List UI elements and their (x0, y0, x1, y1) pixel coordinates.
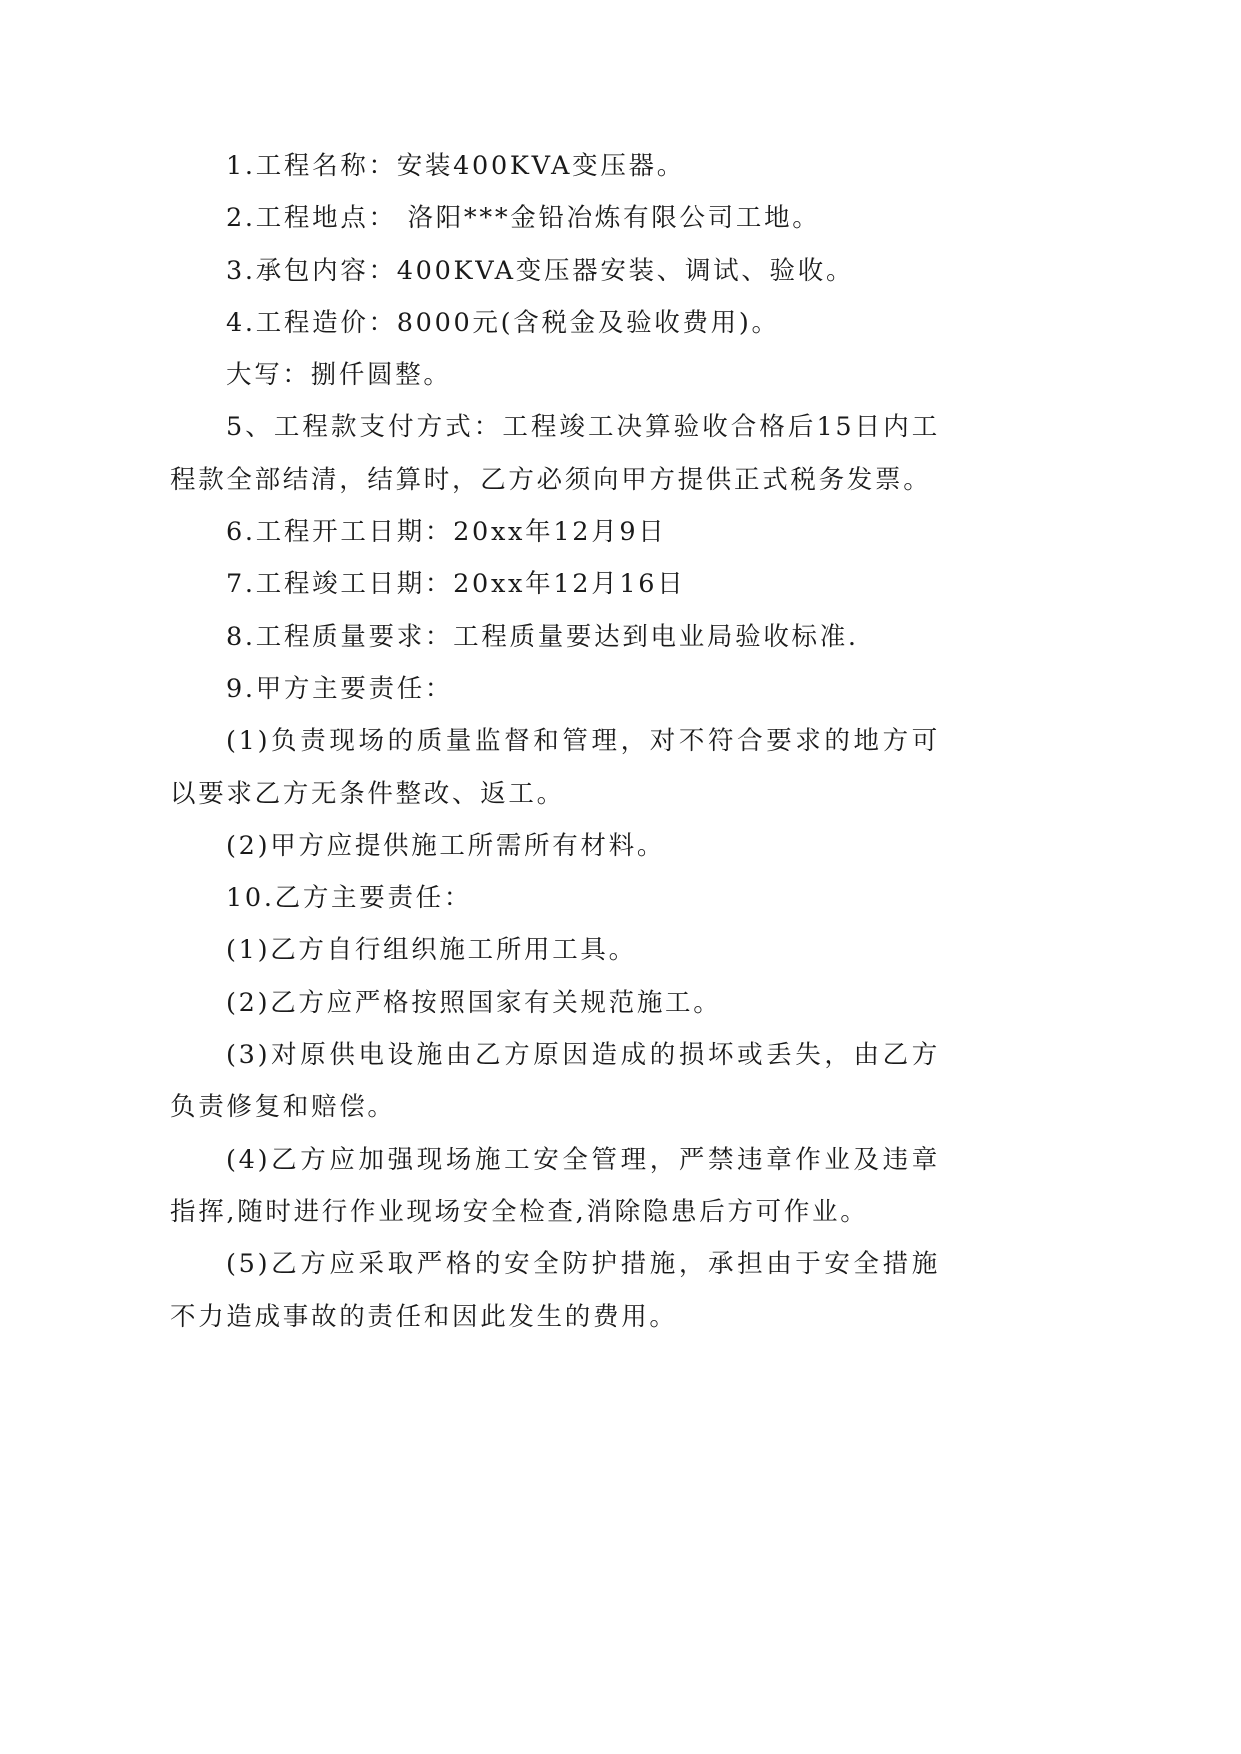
party-b-item-5: (5)乙方应采取严格的安全防护措施，承担由于安全措施不力造成事故的责任和因此发生的费用。 (170, 1249, 940, 1332)
completion-date: 7.工程竣工日期：20xx年12月16日 (226, 569, 686, 600)
party-a-heading: 9.甲方主要责任： (226, 673, 454, 704)
party-b-item-4: (4)乙方应加强现场施工安全管理，严禁违章作业及违章指挥,随时进行作业现场安全检查,消除隐患后方可作业。 (170, 1144, 940, 1227)
party-b-item-3: (3)对原供电设施由乙方原因造成的损坏或丢失，由乙方负责修复和赔偿。 (170, 1040, 940, 1123)
party-b-item-1: (1)乙方自行组织施工所用工具。 (226, 935, 637, 966)
party-b-item-2: (2)乙方应严格按照国家有关规范施工。 (226, 987, 722, 1018)
project-name: 1.工程名称：安装400KVA变压器。 (226, 151, 685, 181)
project-cost: 4.工程造价：8000元(含税金及验收费用)。 (226, 307, 780, 338)
contract-body (170, 140, 940, 1343)
contract-scope: 3.承包内容：400KVA变压器安装、调试、验收。 (226, 255, 855, 286)
project-location: 2.工程地点： 洛阳***金铅冶炼有限公司工地。 (226, 203, 821, 234)
cost-in-words: 大写：捌仟圆整。 (226, 360, 452, 391)
party-b-heading: 10.乙方主要责任： (226, 883, 473, 914)
party-a-item-1: (1)负责现场的质量监督和管理，对不符合要求的地方可以要求乙方无条件整改、返工。 (170, 726, 940, 809)
payment-method: 5、工程款支付方式：工程竣工决算验收合格后15日内工程款全部结清，结算时，乙方必须向甲方提供正式税务发票。 (170, 412, 940, 495)
start-date: 6.工程开工日期：20xx年12月9日 (226, 517, 667, 548)
party-a-item-2: (2)甲方应提供施工所需所有材料。 (226, 830, 666, 861)
quality-requirement: 8.工程质量要求：工程质量要达到电业局验收标准. (226, 621, 859, 652)
